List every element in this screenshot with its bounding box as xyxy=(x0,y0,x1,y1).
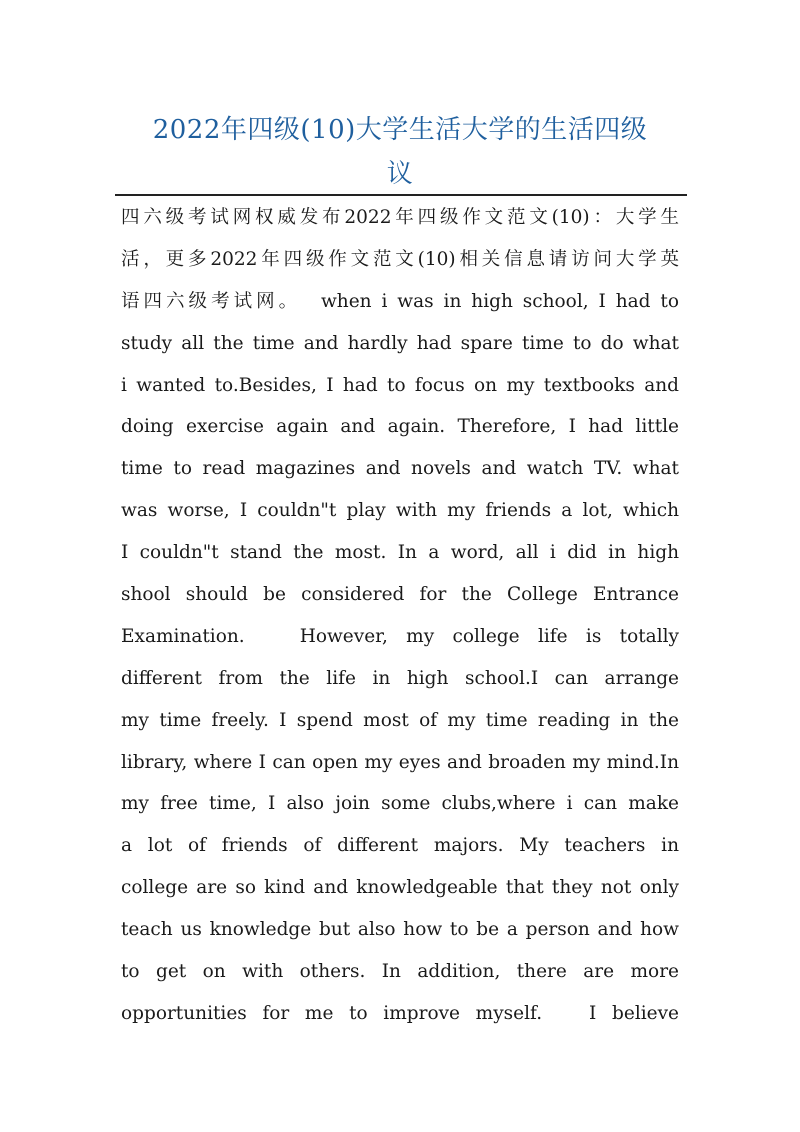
body-line: time to read magazines and novels and watch TV. what xyxy=(121,458,679,480)
body-line: 语四六级考试网。 when i was in high school, I had to xyxy=(121,290,679,312)
body-line: was worse, I couldn"t play with my friends a lot, which xyxy=(121,500,679,522)
body-text xyxy=(121,197,679,1035)
body-line: doing exercise again and again. Therefore, I had little xyxy=(121,416,679,438)
document-title xyxy=(115,108,685,196)
body-line: my free time, I also join some clubs,where i can make xyxy=(121,793,679,815)
body-line: 活，更多2022年四级作文范文(10)相关信息请访问大学英 xyxy=(121,248,679,270)
body-line: college are so kind and knowledgeable that they not only xyxy=(121,877,679,899)
body-line: i wanted to.Besides, I had to focus on my textbooks and xyxy=(121,374,679,396)
title-line-2: 议 xyxy=(386,159,414,189)
body-line: library, where I can open my eyes and broaden my mind.In xyxy=(121,751,679,773)
body-line: 四六级考试网权威发布2022年四级作文范文(10)：大学生 xyxy=(121,207,679,228)
body-line: I couldn"t stand the most. In a word, all i did in high xyxy=(121,542,679,564)
title-divider xyxy=(115,194,687,196)
title-line-1: 2022年四级(10)大学生活大学的生活四级 xyxy=(152,115,648,145)
body-line: teach us knowledge but also how to be a person and how xyxy=(121,919,679,941)
body-line: study all the time and hardly had spare time to do what xyxy=(121,332,679,354)
body-line: a lot of friends of different majors. My teachers in xyxy=(121,835,679,857)
body-line: different from the life in high school.I can arrange xyxy=(121,667,679,689)
body-line: opportunities for me to improve myself. I believe xyxy=(121,1002,679,1024)
body-line: to get on with others. In addition, there are more xyxy=(121,961,679,983)
body-line: my time freely. I spend most of my time reading in the xyxy=(121,709,679,731)
body-line: Examination. However, my college life is totally xyxy=(121,625,679,647)
body-line: shool should be considered for the College Entrance xyxy=(121,584,679,606)
